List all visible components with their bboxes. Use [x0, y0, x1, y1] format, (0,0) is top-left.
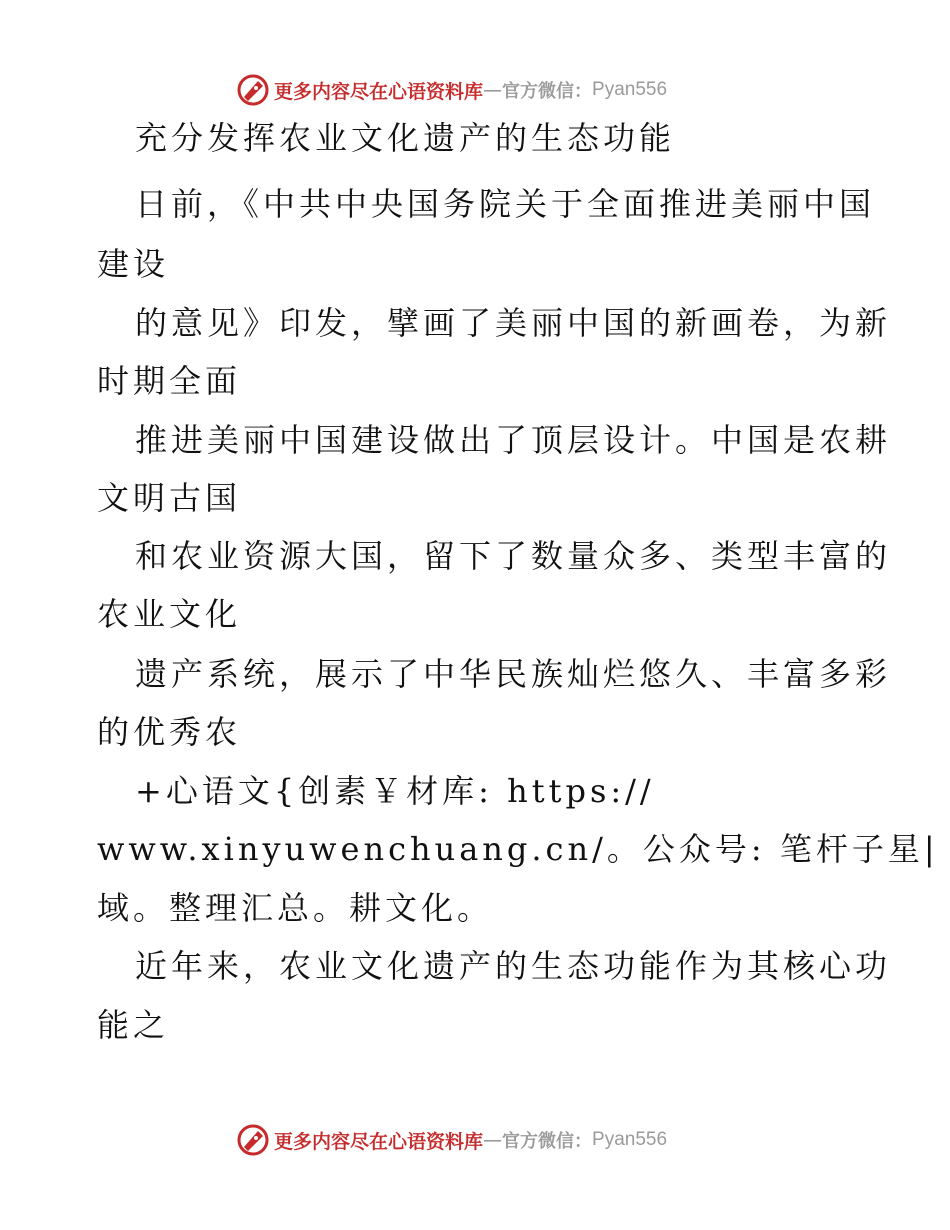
text-line: 时期全面 — [97, 362, 242, 400]
footer-watermark-banner — [236, 1122, 716, 1158]
banner-wechat-label: 官方微信： — [502, 1131, 593, 1152]
pen-nib-logo-icon — [236, 73, 270, 107]
text-line: 推进美丽中国建设做出了顶层设计。中国是农耕 — [135, 421, 892, 459]
text-line: 建设 — [97, 245, 170, 283]
text-line: 的优秀农 — [97, 713, 242, 751]
text-line: 和农业资源大国，留下了数量众多、类型丰富的 — [135, 537, 892, 575]
banner-wechat-id: Pyan556 — [592, 1129, 668, 1150]
text-line: 域。整理汇总。耕文化。 — [97, 889, 494, 927]
banner-title: 更多内容尽在心语资料库 — [274, 80, 484, 103]
text-line: 农业文化 — [97, 595, 242, 633]
text-line: www.xinyuwenchuang.cn/。公众号: 笔杆子星| — [97, 830, 939, 868]
text-line: +心语文{创素￥材库: https:// — [135, 772, 655, 810]
text-line: 能之 — [97, 1006, 170, 1044]
text-line: 充分发挥农业文化遗产的生态功能 — [135, 119, 676, 157]
text-line: 遗产系统，展示了中华民族灿烂悠久、丰富多彩 — [135, 655, 892, 693]
text-line: 日前，《中共中央国务院关于全面推进美丽中国 — [135, 185, 876, 223]
text-line: 近年来，农业文化遗产的生态功能作为其核心功 — [135, 947, 892, 985]
banner-wechat-id: Pyan556 — [592, 79, 668, 100]
pen-nib-logo-icon — [236, 1123, 270, 1157]
header-watermark-banner — [236, 72, 716, 108]
banner-separator: — — [483, 79, 503, 101]
text-line: 文明古国 — [97, 479, 242, 517]
banner-wechat-label: 官方微信： — [502, 81, 593, 102]
banner-title: 更多内容尽在心语资料库 — [274, 1130, 484, 1153]
banner-separator: — — [483, 1129, 503, 1151]
text-line: 的意见》印发，擘画了美丽中国的新画卷，为新 — [135, 304, 892, 342]
